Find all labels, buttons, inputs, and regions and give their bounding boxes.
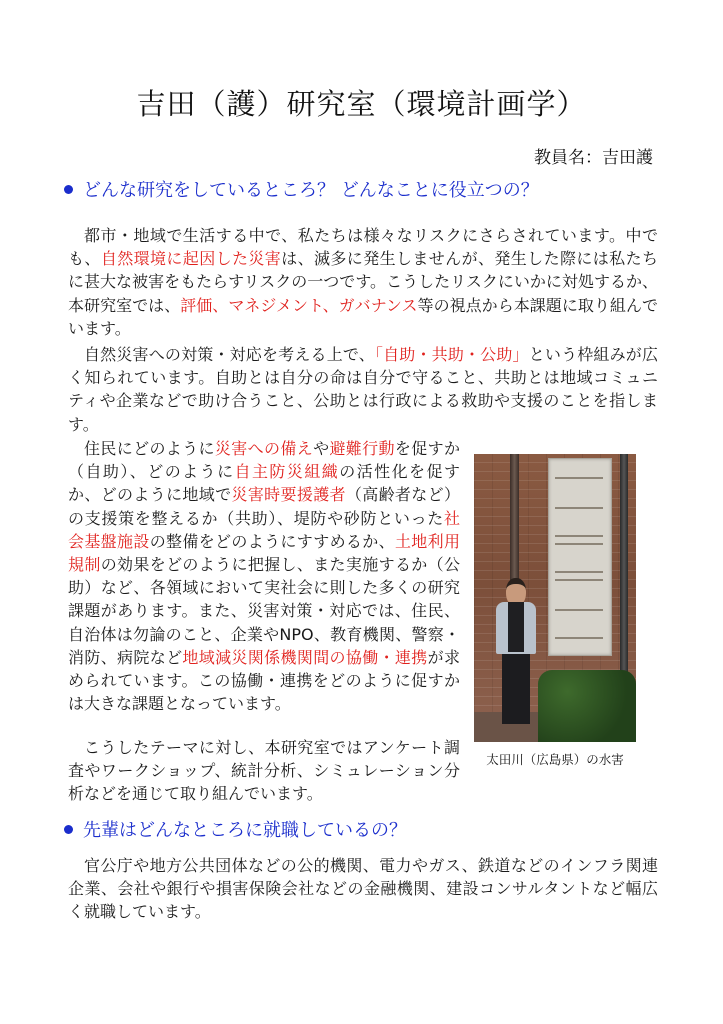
- text-run: は、滅多に発生しませんが、発生した際には私たちに甚大な被害をもたらすリスクの一つです。こうしたリスクにいかに対処するか、本研究室では、: [68, 249, 658, 315]
- highlighted-keyword: 災害時要援護者: [231, 485, 346, 505]
- author-name: 教員名：吉田護: [534, 148, 653, 168]
- text-run: の活性化を促すか、どのように地域で: [68, 462, 460, 505]
- text-run: が求められています。この協働・連携をどのように促すかは大きな課題となっています。: [68, 647, 460, 714]
- section-heading-careers: [64, 816, 407, 842]
- text-run: 都市・地域で生活する中で、私たちは様々なリスクにさらされています。中でも、: [68, 226, 658, 269]
- paragraph-intro: [68, 224, 658, 340]
- text-run: （高齢者など）の支援策を整えるか（共助）、堤防や砂防といった: [68, 485, 460, 528]
- section-heading-research: [64, 176, 539, 202]
- flood-marker-photo: [474, 454, 636, 742]
- flood-level-plaque: [548, 458, 612, 656]
- highlighted-keyword: 土地利用規制: [68, 531, 460, 575]
- bullet-icon: [64, 185, 73, 194]
- paragraph-careers: [68, 854, 658, 924]
- page-title: 吉田（護）研究室（環境計画学）: [136, 87, 587, 121]
- text-run: こうしたテーマに対し、本研究室ではアンケート調査やワークショップ、統計分析、シミュレーション分析などを通じて取り組んでいます。: [68, 738, 460, 804]
- highlighted-keyword: 自然環境に起因した災害: [100, 249, 282, 269]
- highlighted-keyword: 「自助・共助・公助」: [374, 345, 529, 364]
- text-run: という枠組みが広く知られています。自助とは自分の命は自分で守ること、共助とは地域コミュニティや企業などで助け合うこと、公助とは行政による救助や支援のことを指します。: [68, 345, 658, 434]
- paragraph-topics: [68, 437, 460, 715]
- highlighted-keyword: 評価、マネジメント、ガバナンス: [180, 295, 418, 315]
- highlighted-keyword: 社会基盤施設: [68, 508, 460, 551]
- highlighted-keyword: 避難行動: [329, 439, 395, 458]
- text-run: や: [313, 439, 330, 458]
- text-run: を促すか（自助）、どのように: [68, 439, 460, 482]
- text-run: 住民にどのように: [84, 439, 215, 458]
- highlighted-keyword: 地域減災関係機関間の協働・連携: [182, 647, 428, 667]
- text-run: 官公庁や地方公共団体などの公的機関、電力やガス、鉄道などのインフラ関連企業、会社や銀行や損害保険会社などの金融機関、建設コンサルタントなど幅広く就職しています。: [68, 856, 658, 922]
- section-heading-text: どんな研究をしているところ？ どんなことに役立つの？: [83, 180, 539, 201]
- highlighted-keyword: 自主防災組織: [234, 462, 340, 482]
- paragraph-methods: [68, 736, 460, 806]
- text-run: の効果をどのように把握し、また実施するか（公助）など、各領域において実社会に則した多くの研究課題があります。また、災害対策・対応では、住民、自治体は勿論のこと、企業やNPO、教育機関、警察・消防、病院など: [68, 555, 460, 667]
- text-run: 自然災害への対策・対応を考える上で、: [84, 345, 375, 364]
- highlighted-keyword: 災害への備え: [214, 439, 314, 458]
- text-run: 等の視点から本課題に取り組んでいます。: [68, 295, 658, 338]
- text-run: の整備をどのようにすすめるか、: [149, 531, 395, 551]
- photo-caption: 太田川（広島県）の水害: [486, 752, 624, 767]
- bullet-icon: [64, 825, 73, 834]
- paragraph-framework: [68, 343, 658, 436]
- person-figure: [490, 578, 542, 738]
- section-heading-text: 先輩はどんなところに就職しているの？: [83, 820, 407, 841]
